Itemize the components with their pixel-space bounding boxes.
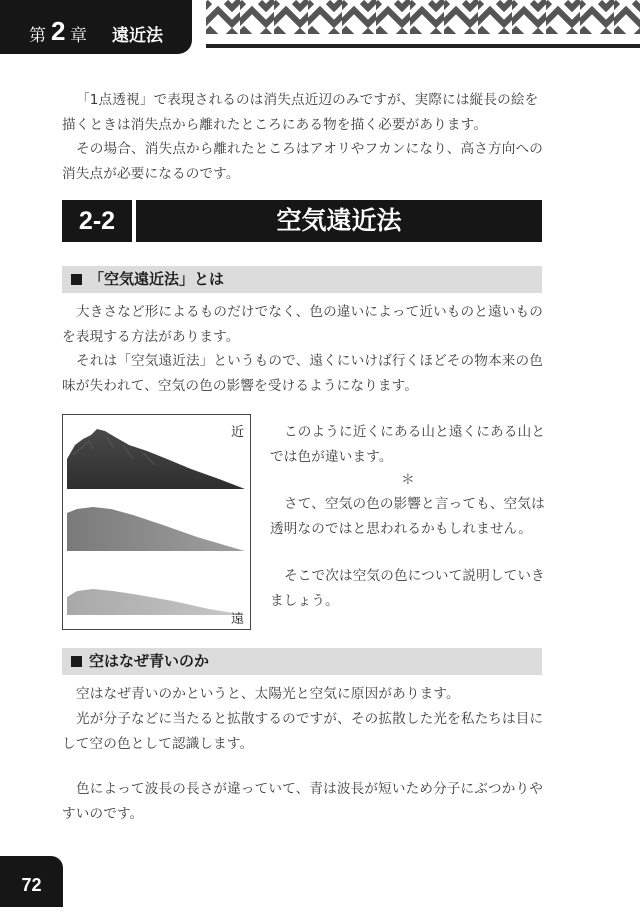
section-number: 2-2 [62, 200, 132, 242]
intro-paragraph-1: 「1点透視」で表現されるのは消失点近辺のみですが、実際には縦長の絵を描くときは消失点から離れたところにある物を描く必要があります。 [62, 92, 539, 133]
subsection-heading-aerial-perspective [62, 266, 542, 293]
chapter-prefix: 第 [29, 26, 46, 46]
subsection2-paragraph-2: 光が分子などに当たると拡散するのですが、その拡散した光を私たちは目にして空の色として認識します。 [62, 711, 544, 752]
chapter-suffix: 章 [70, 26, 87, 46]
page-number: 72 [21, 875, 42, 895]
subsection1-paragraph-2: それは「空気遠近法」というもので、遠くにいけば行くほどその物本来の色味が失われて、空気の色の影響を受けるようになります。 [62, 353, 544, 394]
separator-asterisk: ＊ [401, 472, 415, 488]
section-title: 空気遠近法 [136, 200, 542, 242]
subsection-heading-text: 空はなぜ青いのか [89, 652, 210, 670]
subsection1-paragraph-1: 大きさなど形によるものだけでなく、色の違いによって近いものと遠いものを表現する方法があります。 [62, 304, 544, 345]
section-heading [62, 200, 542, 242]
near-mountain [67, 429, 245, 489]
figure-side-paragraph-1: このように近くにある山と遠くにある山とでは色が違います。 [270, 424, 546, 465]
page-number-tab [0, 856, 63, 907]
figure-label-near: 近 [231, 425, 245, 440]
chapter-number: 2 [51, 16, 66, 46]
square-bullet-icon [71, 656, 82, 667]
mountain-illustration [63, 415, 250, 629]
figure-side-paragraph-2: さて、空気の色の影響と言っても、空気は透明なのではと思われるかもしれません。 [270, 496, 545, 537]
subsection-heading-text: 「空気遠近法」とは [89, 270, 225, 288]
middle-mountain [67, 507, 245, 551]
square-bullet-icon [71, 274, 82, 285]
figure-label-far: 遠 [231, 612, 245, 627]
subsection2-paragraph-3: 色によって波長の長さが違っていて、青は波長が短いため分子にぶつかりやすいのです。 [62, 781, 544, 822]
header-rule [206, 44, 640, 48]
chapter-title: 遠近法 [112, 26, 163, 46]
mountain-figure [62, 414, 251, 630]
subsection-heading-blue-sky [62, 648, 542, 675]
figure-side-paragraph-3: そこで次は空気の色について説明していきましょう。 [270, 568, 545, 609]
intro-paragraph-2: その場合、消失点から離れたところはアオリやフカンになり、高さ方向への消失点が必要になるのです。 [62, 141, 544, 182]
chapter-tab [0, 0, 192, 54]
far-mountain [67, 589, 245, 615]
subsection2-paragraph-1: 空はなぜ青いのかというと、太陽光と空気に原因があります。 [76, 686, 460, 702]
header-pattern [206, 0, 640, 34]
